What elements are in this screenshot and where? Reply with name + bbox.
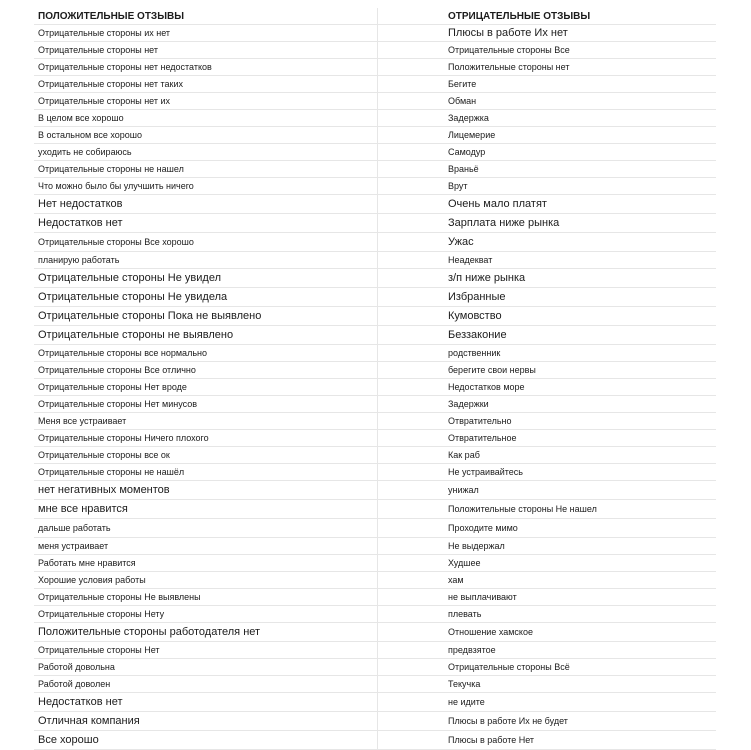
negative-review-cell: Врут — [448, 181, 468, 191]
negative-review-cell: плевать — [448, 609, 482, 619]
table-row — [34, 233, 716, 252]
empty-cell — [377, 42, 448, 58]
table-row — [34, 93, 716, 110]
positive-review-cell: Отрицательные стороны не выявлено — [38, 329, 234, 341]
empty-cell — [377, 269, 448, 287]
table-row — [34, 731, 716, 750]
negative-review-cell: Ужас — [448, 236, 474, 248]
positive-review-cell: планирую работать — [38, 255, 120, 265]
negative-review-cell: Плюсы в работе Их нет — [448, 27, 568, 39]
header-row — [34, 8, 716, 25]
negative-review-cell: Кумовство — [448, 310, 502, 322]
table-row — [34, 555, 716, 572]
positive-review-cell: Что можно было бы улучшить ничего — [38, 181, 194, 191]
positive-review-cell: Недостатков нет — [38, 217, 123, 229]
positive-review-cell: мне все нравится — [38, 503, 128, 515]
empty-cell — [377, 693, 448, 711]
empty-cell — [377, 481, 448, 499]
table-row — [34, 345, 716, 362]
negative-review-cell: Неадекват — [448, 255, 493, 265]
empty-cell — [377, 413, 448, 429]
empty-cell — [377, 214, 448, 232]
positive-review-cell: Отличная компания — [38, 715, 140, 727]
positive-review-cell: Недостатков нет — [38, 696, 123, 708]
positive-review-cell: Хорошие условия работы — [38, 575, 146, 585]
empty-cell — [377, 447, 448, 463]
empty-column — [377, 8, 448, 24]
empty-cell — [377, 345, 448, 361]
empty-cell — [377, 606, 448, 622]
empty-cell — [377, 362, 448, 378]
empty-cell — [377, 379, 448, 395]
negative-review-cell: Лицемерие — [448, 130, 496, 140]
positive-review-cell: Отрицательные стороны Ничего плохого — [38, 433, 209, 443]
negative-review-cell: хам — [448, 575, 464, 585]
table-row — [34, 362, 716, 379]
empty-cell — [377, 538, 448, 554]
empty-cell — [377, 464, 448, 480]
negative-review-cell: Бегите — [448, 79, 477, 89]
empty-cell — [377, 127, 448, 143]
empty-cell — [377, 659, 448, 675]
table-row — [34, 413, 716, 430]
table-row — [34, 110, 716, 127]
negative-review-cell: Самодур — [448, 147, 486, 157]
empty-cell — [377, 288, 448, 306]
positive-review-cell: Отрицательные стороны Все хорошо — [38, 237, 194, 247]
negative-review-cell: Плюсы в работе Нет — [448, 735, 535, 745]
positive-review-cell: Отрицательные стороны Нету — [38, 609, 165, 619]
negative-review-cell: не выплачивают — [448, 592, 517, 602]
negative-review-cell: Проходите мимо — [448, 523, 518, 533]
negative-review-cell: Худшее — [448, 558, 481, 568]
positive-review-cell: Отрицательные стороны все ок — [38, 450, 170, 460]
empty-cell — [377, 110, 448, 126]
negative-review-cell: Положительные стороны нет — [448, 62, 570, 72]
positive-review-cell: Меня все устраивает — [38, 416, 127, 426]
table-row — [34, 252, 716, 269]
positive-review-cell: дальше работать — [38, 523, 111, 533]
empty-cell — [377, 589, 448, 605]
table-row — [34, 500, 716, 519]
negative-review-cell: Беззаконие — [448, 329, 507, 341]
empty-cell — [377, 676, 448, 692]
table-row — [34, 76, 716, 93]
table-row — [34, 589, 716, 606]
positive-review-cell: Отрицательные стороны Все отлично — [38, 365, 196, 375]
positive-review-cell: Отрицательные стороны не нашёл — [38, 467, 185, 477]
empty-cell — [377, 76, 448, 92]
empty-cell — [377, 430, 448, 446]
empty-cell — [377, 93, 448, 109]
table-row — [34, 693, 716, 712]
table-row — [34, 572, 716, 589]
negative-review-cell: Отрицательные стороны Все — [448, 45, 570, 55]
table-row — [34, 178, 716, 195]
negative-review-cell: Зарплата ниже рынка — [448, 217, 560, 229]
positive-review-cell: Отрицательные стороны Не выявлены — [38, 592, 201, 602]
positive-review-cell: Нет недостатков — [38, 198, 123, 210]
positive-review-cell: меня устраивает — [38, 541, 109, 551]
table-body — [34, 25, 716, 750]
negative-review-cell: Недостатков море — [448, 382, 525, 392]
empty-cell — [377, 59, 448, 75]
table-row — [34, 59, 716, 76]
negative-review-cell: Плюсы в работе Их не будет — [448, 716, 568, 726]
negative-review-cell: Как раб — [448, 450, 480, 460]
positive-review-cell: Положительные стороны работодателя нет — [38, 626, 261, 638]
positive-review-cell: Отрицательные стороны все нормально — [38, 348, 207, 358]
table-row — [34, 307, 716, 326]
positive-review-cell: Работой доволен — [38, 679, 111, 689]
empty-cell — [377, 233, 448, 251]
negative-review-cell: Отвратительное — [448, 433, 517, 443]
positive-review-cell: уходить не собираюсь — [38, 147, 132, 157]
table-row — [34, 144, 716, 161]
table-row — [34, 519, 716, 538]
empty-cell — [377, 178, 448, 194]
empty-cell — [377, 161, 448, 177]
table-row — [34, 288, 716, 307]
negative-review-cell: не идите — [448, 697, 485, 707]
empty-cell — [377, 712, 448, 730]
positive-review-cell: Отрицательные стороны нет — [38, 45, 159, 55]
positive-review-cell: Отрицательные стороны их нет — [38, 28, 171, 38]
negative-review-cell: унижал — [448, 485, 479, 495]
table-row — [34, 161, 716, 178]
empty-cell — [377, 572, 448, 588]
empty-cell — [377, 195, 448, 213]
empty-cell — [377, 326, 448, 344]
positive-review-cell: Отрицательные стороны Нет вроде — [38, 382, 187, 392]
positive-review-cell: Отрицательные стороны нет их — [38, 96, 171, 106]
positive-review-cell: В остальном все хорошо — [38, 130, 142, 140]
empty-cell — [377, 731, 448, 749]
table-row — [34, 481, 716, 500]
table-row — [34, 195, 716, 214]
table-row — [34, 447, 716, 464]
table-row — [34, 642, 716, 659]
empty-cell — [377, 25, 448, 41]
negative-review-cell: з/п ниже рынка — [448, 272, 526, 284]
positive-review-cell: Работать мне нравится — [38, 558, 136, 568]
positive-review-cell: Отрицательные стороны Не увидел — [38, 272, 222, 284]
empty-cell — [377, 642, 448, 658]
positive-review-cell: Отрицательные стороны нет недостатков — [38, 62, 212, 72]
negative-review-cell: Задержка — [448, 113, 489, 123]
empty-cell — [377, 623, 448, 641]
empty-cell — [377, 500, 448, 518]
reviews-table — [34, 8, 716, 750]
table-row — [34, 430, 716, 447]
table-row — [34, 379, 716, 396]
table-row — [34, 42, 716, 59]
empty-cell — [377, 307, 448, 325]
table-row — [34, 464, 716, 481]
table-row — [34, 127, 716, 144]
positive-review-cell: Отрицательные стороны Нет минусов — [38, 399, 198, 409]
table-row — [34, 623, 716, 642]
positive-review-cell: Отрицательные стороны нет таких — [38, 79, 183, 89]
negative-review-cell: Текучка — [448, 679, 481, 689]
table-row — [34, 659, 716, 676]
positive-reviews-header: ПОЛОЖИТЕЛЬНЫЕ ОТЗЫВЫ — [38, 10, 185, 22]
table-row — [34, 676, 716, 693]
negative-review-cell: Очень мало платят — [448, 198, 547, 210]
positive-review-cell: Отрицательные стороны не нашел — [38, 164, 184, 174]
table-row — [34, 606, 716, 623]
empty-cell — [377, 519, 448, 537]
table-row — [34, 712, 716, 731]
table-row — [34, 396, 716, 413]
negative-review-cell: Отношение хамское — [448, 627, 533, 637]
positive-review-cell: Работой довольна — [38, 662, 115, 672]
negative-review-cell: Не выдержал — [448, 541, 505, 551]
negative-review-cell: Задержки — [448, 399, 489, 409]
empty-cell — [377, 396, 448, 412]
positive-review-cell: Отрицательные стороны Нет — [38, 645, 160, 655]
empty-cell — [377, 252, 448, 268]
negative-reviews-header: ОТРИЦАТЕЛЬНЫЕ ОТЗЫВЫ — [448, 10, 591, 22]
negative-review-cell: Враньё — [448, 164, 479, 174]
negative-review-cell: Отрицательные стороны Всё — [448, 662, 570, 672]
table-row — [34, 326, 716, 345]
negative-review-cell: родственник — [448, 348, 501, 358]
negative-review-cell: берегите свои нервы — [448, 365, 536, 375]
empty-cell — [377, 555, 448, 571]
table-row — [34, 214, 716, 233]
negative-review-cell: Не устраивайтесь — [448, 467, 523, 477]
table-row — [34, 25, 716, 42]
negative-review-cell: Отвратительно — [448, 416, 512, 426]
table-row — [34, 269, 716, 288]
negative-review-cell: предвзятое — [448, 645, 496, 655]
negative-review-cell: Обман — [448, 96, 477, 106]
positive-review-cell: Все хорошо — [38, 734, 99, 746]
positive-review-cell: В целом все хорошо — [38, 113, 124, 123]
empty-cell — [377, 144, 448, 160]
negative-review-cell: Избранные — [448, 291, 506, 303]
negative-review-cell: Положительные стороны Не нашел — [448, 504, 597, 514]
positive-review-cell: Отрицательные стороны Пока не выявлено — [38, 310, 262, 322]
positive-review-cell: нет негативных моментов — [38, 484, 170, 496]
table-row — [34, 538, 716, 555]
positive-review-cell: Отрицательные стороны Не увидела — [38, 291, 228, 303]
